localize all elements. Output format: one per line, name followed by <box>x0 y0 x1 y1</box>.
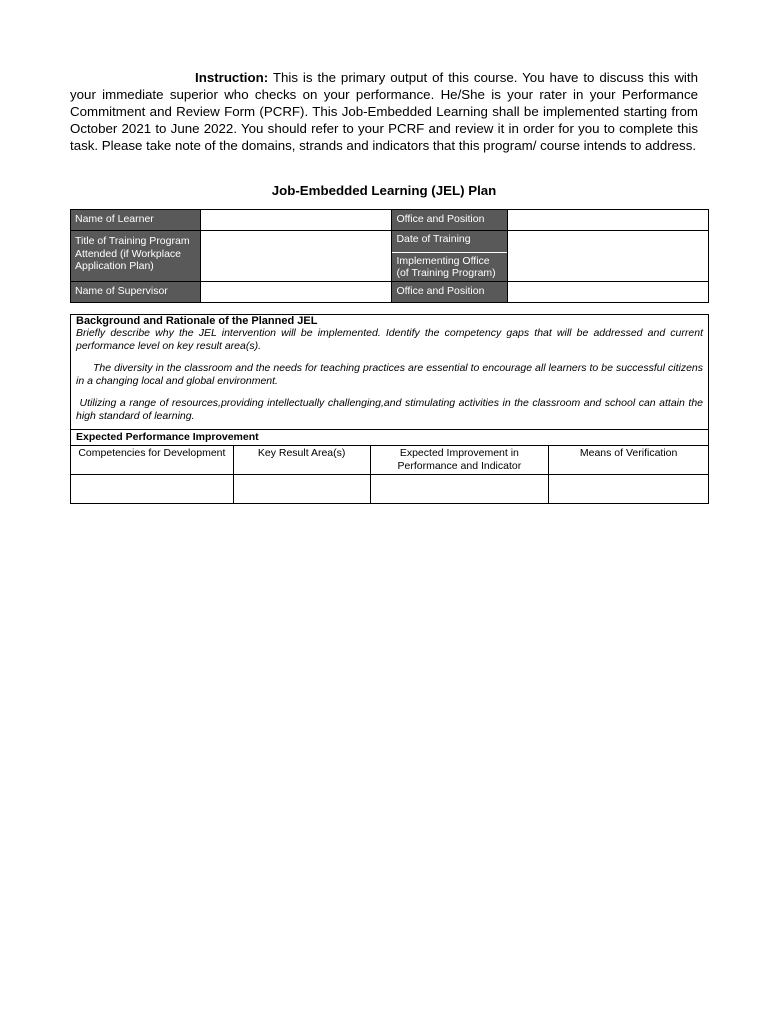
rationale-paragraph-2: Utilizing a range of resources,providing intellectually challenging,and stimulating activities in the classroom and school can attain the high standard of learning. <box>76 397 703 422</box>
instruction-label: Instruction: <box>195 70 269 85</box>
name-of-supervisor-label: Name of Supervisor <box>71 282 201 303</box>
implementing-office-label: Implementing Office (of Training Program) <box>396 255 496 279</box>
training-title-label: Title of Training Program Attended (if Workplace Application Plan) <box>71 231 201 282</box>
means-of-verification-cell[interactable] <box>549 475 709 504</box>
learner-info-table <box>70 209 709 303</box>
instruction-text: This is the primary output of this course. You have to discuss this with your immediate superior who checks on your performance. He/She is your rater in your Performance Commitment and Review Form (PCRF). This Job-Embedded Learning shall be implemented starting from October 2021 to June 2022. You should refer to your PCRF and review it in order for you to complete this task. Please take note of the domains, strands and indicators that this program/ course intends to address. <box>70 70 698 153</box>
name-of-supervisor-field[interactable] <box>200 282 392 303</box>
supervisor-office-position-label: Office and Position <box>392 282 508 303</box>
background-hint: Briefly describe why the JEL intervention will be implemented. Identify the competency gaps that will be addressed and current performance level on key result area(s). <box>76 327 703 352</box>
column-header-competencies: Competencies for Development <box>71 446 234 475</box>
column-header-key-result-areas: Key Result Area(s) <box>233 446 370 475</box>
name-of-learner-field[interactable] <box>200 210 392 231</box>
rationale-paragraph-1: The diversity in the classroom and the needs for teaching practices are essential to encourage all learners to be successful citizens in a changing local and global environment. <box>76 362 703 387</box>
background-heading: Background and Rationale of the Planned JEL <box>76 315 318 327</box>
training-meta-field[interactable] <box>508 231 709 282</box>
jel-plan-table <box>70 314 709 504</box>
office-and-position-label: Office and Position <box>392 210 508 231</box>
plan-title: Job-Embedded Learning (JEL) Plan <box>271 183 497 198</box>
background-section <box>71 315 709 430</box>
office-and-position-field[interactable] <box>508 210 709 231</box>
key-result-areas-cell[interactable] <box>233 475 370 504</box>
date-of-training-label: Date of Training <box>392 231 507 253</box>
instruction-paragraph <box>70 69 698 154</box>
column-header-means-of-verification: Means of Verification <box>549 446 709 475</box>
training-meta-labels <box>392 231 508 282</box>
expected-improvement-cell[interactable] <box>370 475 549 504</box>
supervisor-office-position-field[interactable] <box>508 282 709 303</box>
competencies-cell[interactable] <box>71 475 234 504</box>
training-title-field[interactable] <box>200 231 392 282</box>
expected-performance-heading: Expected Performance Improvement <box>71 430 709 446</box>
column-header-expected-improvement: Expected Improvement in Performance and Indicator <box>370 446 549 475</box>
name-of-learner-label: Name of Learner <box>71 210 201 231</box>
